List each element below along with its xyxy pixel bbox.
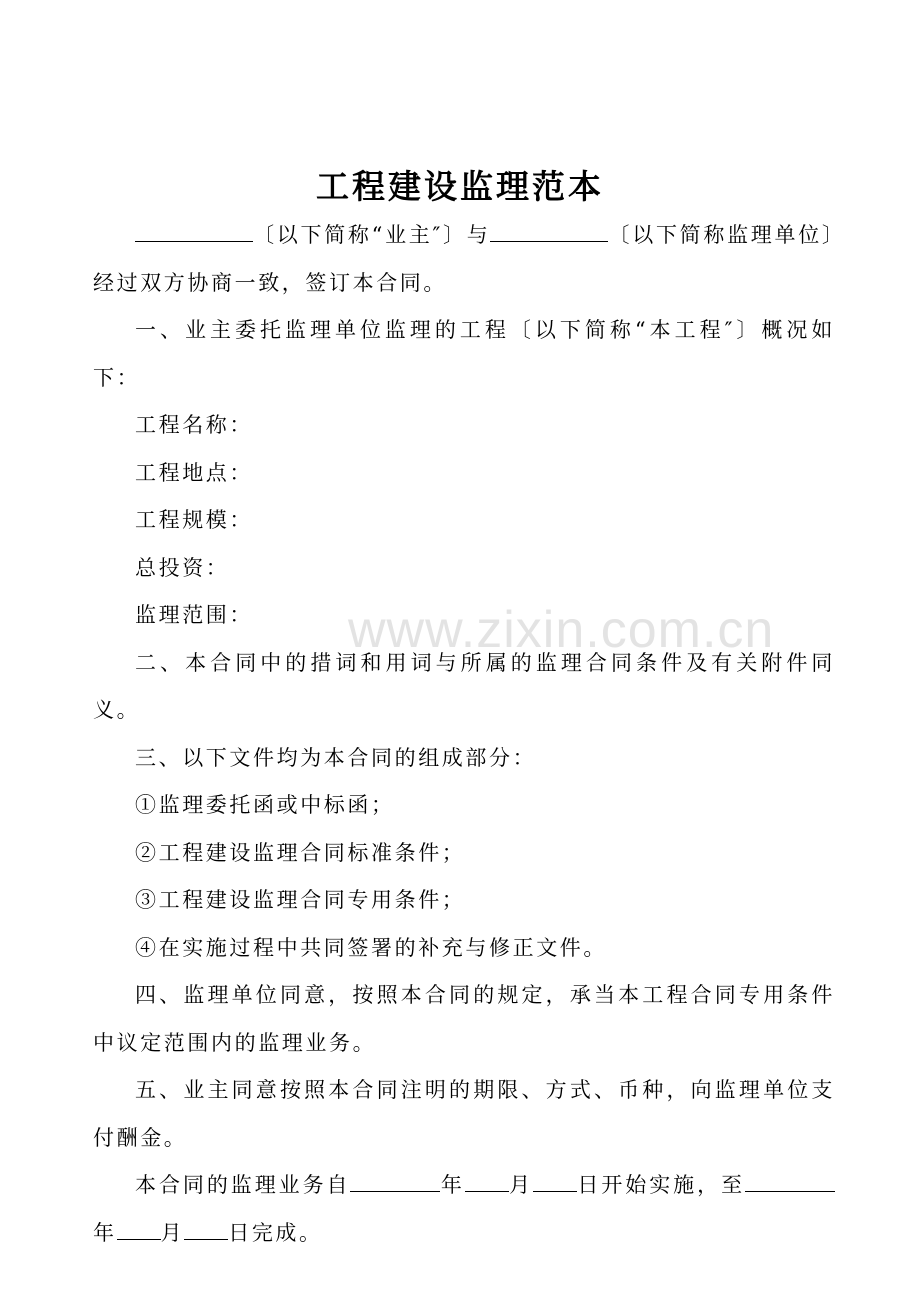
start-year-label: 年 bbox=[440, 1173, 465, 1197]
intro-part1: 〔以下简称“业主″〕与 bbox=[253, 223, 491, 247]
document-item-4: ④在实施过程中共同签署的补充与修正文件。 bbox=[135, 935, 607, 960]
clause-5: 五、业主同意按照本合同注明的期限、方式、币种，向监理单位支付酬金。 bbox=[93, 1078, 835, 1150]
supervisor-name-blank bbox=[490, 220, 608, 242]
start-month-label: 月 bbox=[508, 1173, 534, 1197]
document-item-2: ②工程建设监理合同标准条件； bbox=[135, 840, 466, 865]
end-suffix: 日完成。 bbox=[228, 1220, 323, 1245]
field-total-investment: 总投资： bbox=[135, 555, 230, 580]
end-month-label: 月 bbox=[160, 1220, 185, 1245]
clause-4: 四、监理单位同意，按照本合同的规定，承当本工程合同专用条件中议定范围内的监理业务。 bbox=[93, 983, 835, 1055]
end-month-blank bbox=[117, 1218, 161, 1240]
start-day-blank bbox=[533, 1170, 577, 1192]
end-year-label: 年 bbox=[93, 1220, 117, 1245]
owner-name-blank bbox=[135, 220, 253, 242]
clause-1: 一、业主委托监理单位监理的工程〔以下简称“本工程″〕概况如下： bbox=[93, 318, 835, 390]
end-day-blank bbox=[184, 1218, 228, 1240]
term-prefix: 本合同的监理业务自 bbox=[135, 1173, 351, 1197]
document-item-1: ①监理委托函或中标函； bbox=[135, 793, 395, 817]
document-title: 工程建设监理范本 bbox=[316, 167, 604, 206]
intro-part2: 〔以下简称监理单位〕经过双方协商一致，签订本合同。 bbox=[93, 223, 836, 295]
field-project-location: 工程地点： bbox=[135, 460, 253, 485]
start-month-blank bbox=[465, 1170, 509, 1192]
end-year-blank bbox=[745, 1170, 835, 1192]
watermark: www.zixin.com.cn bbox=[348, 601, 775, 659]
field-project-name: 工程名称： bbox=[135, 413, 253, 437]
document-item-3: ③工程建设监理合同专用条件； bbox=[135, 888, 466, 912]
field-supervision-scope: 监理范围： bbox=[135, 603, 253, 627]
document-body bbox=[93, 212, 835, 1257]
clause-2: 二、本合同中的措词和用词与所属的监理合同条件及有关附件同义。 bbox=[93, 650, 835, 722]
clause-3: 三、以下文件均为本合同的组成部分： bbox=[135, 745, 537, 770]
intro-paragraph bbox=[93, 212, 835, 307]
start-suffix: 日开始实施，至 bbox=[577, 1173, 746, 1197]
start-year-blank bbox=[350, 1170, 440, 1192]
field-project-scale: 工程规模： bbox=[135, 508, 253, 532]
term-paragraph bbox=[93, 1162, 835, 1257]
